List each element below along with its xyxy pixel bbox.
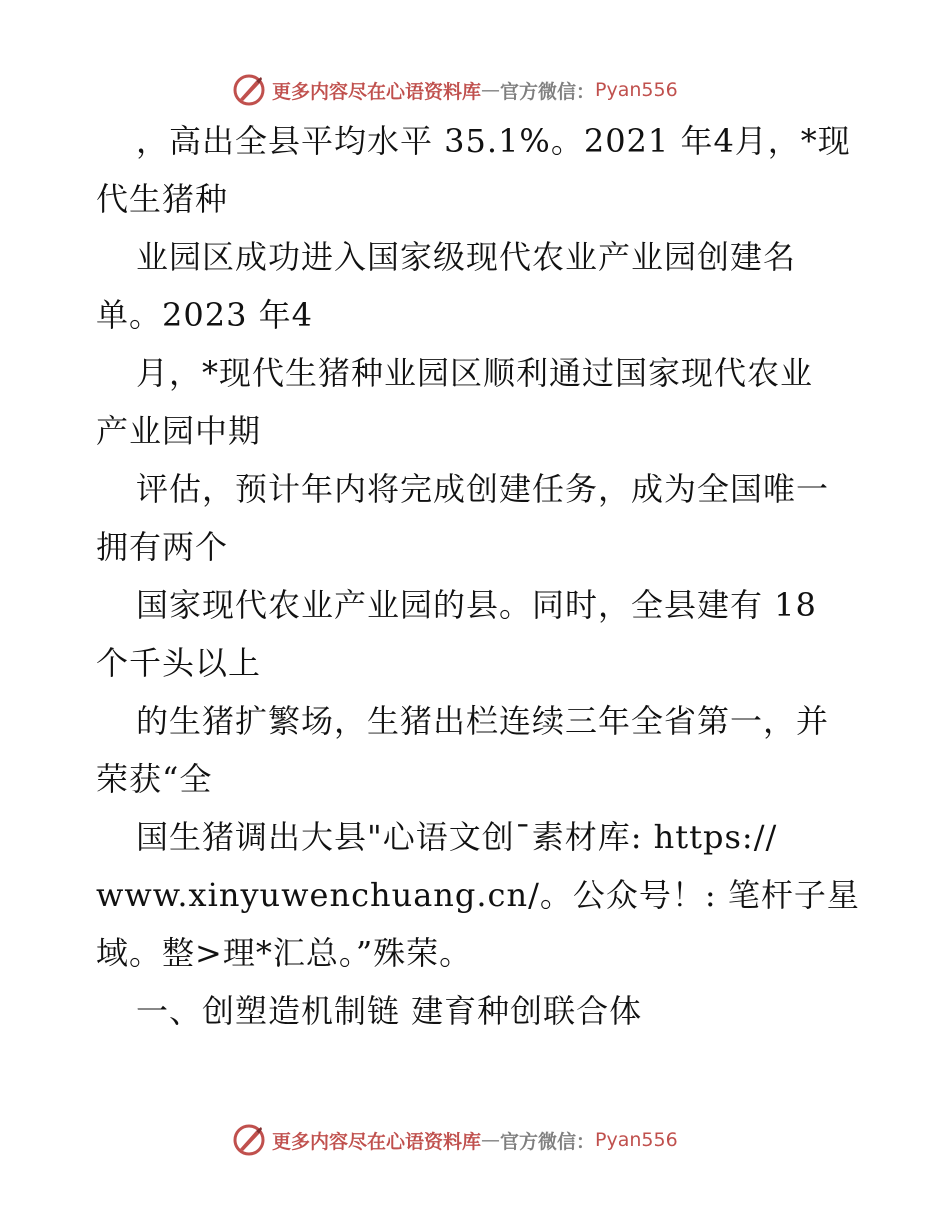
watermark-label: 官方微信： — [500, 80, 596, 103]
text-line: www.xinyuwenchuang.cn/。公众号！: 笔杆子星 — [96, 876, 860, 914]
header-watermark — [232, 72, 678, 108]
text-line: 国家现代农业产业园的县。同时，全县建有 18 — [136, 586, 817, 624]
document-body — [96, 122, 866, 1050]
text-line: 业园区成功进入国家级现代农业产业园创建名 — [136, 238, 797, 276]
text-line: 的生猪扩繁场，生猪出栏连续三年全省第一，并 — [136, 702, 830, 740]
text-line: 单。2023 年4 — [96, 296, 313, 334]
text-line: 代生猪种 — [96, 180, 229, 218]
text-line: 月，*现代生猪种业园区顺利通过国家现代农业 — [136, 354, 814, 392]
watermark-dash: — — [481, 1129, 501, 1151]
text-line: 产业园中期 — [96, 412, 262, 450]
text-line: 域。整>理*汇总。”殊荣。 — [96, 934, 473, 972]
text-line: 评估，预计年内将完成创建任务，成为全国唯一 — [136, 470, 830, 508]
watermark-dash: — — [481, 79, 501, 101]
footer-watermark — [232, 1122, 678, 1158]
text-line: 个千头以上 — [96, 644, 262, 682]
text-line: 拥有两个 — [96, 528, 229, 566]
watermark-label: 官方微信： — [500, 1130, 596, 1153]
text-line: ，高出全县平均水平 35.1%。2021 年4月，*现 — [136, 122, 851, 160]
quill-logo-icon — [232, 1123, 266, 1157]
watermark-id: Pyan556 — [595, 1129, 678, 1151]
quill-logo-icon — [232, 73, 266, 107]
text-line: 荣获“全 — [96, 760, 213, 798]
section-heading: 一、创塑造机制链 建育种创联合体 — [136, 992, 643, 1030]
watermark-site-text: 更多内容尽在心语资料库 — [272, 1130, 482, 1153]
watermark-id: Pyan556 — [595, 79, 678, 101]
text-line: 国生猪调出大县"心语文创¯素材库: https:// — [136, 818, 778, 856]
watermark-site-text: 更多内容尽在心语资料库 — [272, 80, 482, 103]
